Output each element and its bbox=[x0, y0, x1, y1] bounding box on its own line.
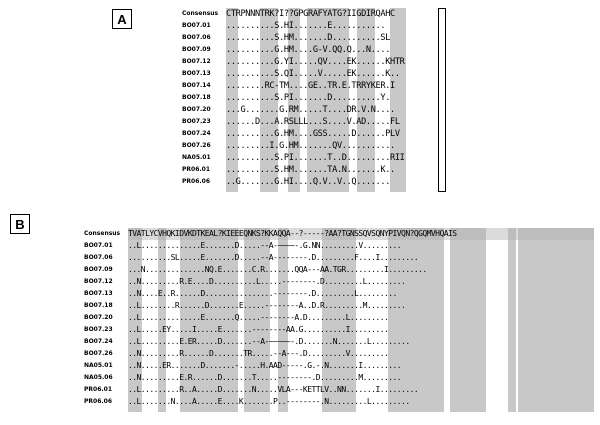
sequence-name: NA05.01 bbox=[182, 154, 211, 161]
sequence-residues: CTRPNNNTRK?I??GPGRAFYATG?IIGDIRQAHC bbox=[226, 9, 395, 19]
sequence-name: BO07.26 bbox=[182, 142, 211, 149]
sequence-name: BO07.20 bbox=[84, 314, 113, 321]
sequence-residues: ..........S.QI.....V.....EK......K.. bbox=[226, 69, 400, 79]
sequence-name: BO07.12 bbox=[84, 278, 113, 285]
sequence-name: BO07.20 bbox=[182, 106, 211, 113]
sequence-residues: ..........G.HM....G-V.QQ.Q...N.... bbox=[226, 45, 391, 55]
sequence-residues: ..G.......G.HI....Q.V..V..Q....... bbox=[226, 177, 391, 187]
conserved-column-shade bbox=[508, 228, 516, 412]
sequence-name: BO07.13 bbox=[182, 70, 211, 77]
sequence-residues: ..L........R......D.......E.....--------A..D.R.........M......... bbox=[128, 301, 406, 310]
panel-b-label: B bbox=[10, 214, 30, 234]
sequence-name: Consensus bbox=[84, 230, 121, 237]
sequence-name: BO07.01 bbox=[84, 242, 113, 249]
conserved-column-shade bbox=[450, 228, 486, 412]
sequence-residues: ..........G.YI.....QV....EK......KHTR bbox=[226, 57, 405, 67]
sequence-residues: ..N....E..R......D................--------.D.........L......... bbox=[128, 289, 397, 298]
sequence-name: BO07.24 bbox=[182, 130, 211, 137]
sequence-name: BO07.23 bbox=[182, 118, 211, 125]
sequence-name: BO07.26 bbox=[84, 350, 113, 357]
sequence-name: BO07.06 bbox=[182, 34, 211, 41]
sequence-residues: ..N.........E.R......D.......T.....--------.D.........M......... bbox=[128, 373, 402, 382]
sequence-residues: TVATLYCVHQKIDVKDTKEAL?KIEEEQNKS?KKAQQA--?-----?AA?TGNSSQVSQNYPIVQN?QGQMVHQAIS bbox=[128, 229, 457, 238]
sequence-residues: ..N.....ER.......D.......-.....H.AAD-----.G.-.N.......I......... bbox=[128, 361, 402, 370]
sequence-name: BO07.24 bbox=[84, 338, 113, 345]
sequence-name: BO07.01 bbox=[182, 22, 211, 29]
sequence-name: NA05.01 bbox=[84, 362, 113, 369]
sequence-residues: ........RC-TM....GE..TR.E.TRRYKER.I bbox=[226, 81, 395, 91]
sequence-name: BO07.06 bbox=[84, 254, 113, 261]
highlighted-column-box bbox=[438, 8, 446, 192]
sequence-name: BO07.14 bbox=[182, 82, 211, 89]
sequence-residues: ..........S.HM.......D..........SL bbox=[226, 33, 391, 43]
sequence-name: PR06.06 bbox=[84, 398, 112, 405]
sequence-name: BO07.23 bbox=[84, 326, 113, 333]
sequence-residues: ..........S.HM.......TA.N.......K.. bbox=[226, 165, 395, 175]
sequence-name: BO07.09 bbox=[84, 266, 113, 273]
sequence-name: BO07.18 bbox=[182, 94, 211, 101]
panel-a-label: A bbox=[112, 9, 132, 29]
sequence-name: BO07.12 bbox=[182, 58, 211, 65]
sequence-name: BO07.09 bbox=[182, 46, 211, 53]
sequence-residues: ..L..............E.......D.....--A-~~~~-.G.NN.........V......... bbox=[128, 241, 402, 250]
sequence-name: PR06.01 bbox=[84, 386, 112, 393]
sequence-residues: ..L.....EY.....I.....E.......--------AA.G..........I......... bbox=[128, 325, 389, 334]
sequence-residues: ..L.........R..A.....D.......N.....VLA---KETTLV..NN.......I......... bbox=[128, 385, 419, 394]
sequence-residues: ..N.........R.E....D..........L.....--------.D.........L......... bbox=[128, 277, 406, 286]
sequence-residues: ..L.......N....A.....E....K.......P..--------.N.........L......... bbox=[128, 397, 410, 406]
sequence-residues: ......D...A.RSLLL...S....V.AD.....FL bbox=[226, 117, 400, 127]
sequence-residues: ..........S.PI.......T..D.........RII bbox=[226, 153, 405, 163]
sequence-residues: ..........S.HI.......E........... bbox=[226, 21, 386, 31]
sequence-residues: ..........S.PI.......D..........Y. bbox=[226, 93, 391, 103]
sequence-name: BO07.18 bbox=[84, 302, 113, 309]
sequence-residues: ..N.........R......D.......TR.....--A---.D.........V......... bbox=[128, 349, 389, 358]
sequence-residues: ..........SL.....E.......D.....--A--------.D.........F....I......... bbox=[128, 253, 419, 262]
sequence-name: BO07.13 bbox=[84, 290, 113, 297]
sequence-name: Consensus bbox=[182, 10, 219, 17]
sequence-residues: ...G.......G.RM.....T....DR.V.N.... bbox=[226, 105, 395, 115]
sequence-name: NA05.06 bbox=[84, 374, 113, 381]
sequence-residues: ..L.........E.ER.....D.......--A-~~~~~-.D.......N.......L......... bbox=[128, 337, 410, 346]
sequence-residues: ..........G.HM....GSS.....D......PLV bbox=[226, 129, 400, 139]
sequence-name: PR06.01 bbox=[182, 166, 210, 173]
sequence-residues: ..L..............E.......Q.....--------A.D.........L......... bbox=[128, 313, 389, 322]
conserved-column-shade bbox=[518, 228, 594, 412]
sequence-name: PR06.06 bbox=[182, 178, 210, 185]
sequence-residues: ...N..............NQ.E.......C.R.......QQA---AA.TGR.........I......... bbox=[128, 265, 427, 274]
sequence-residues: .........I.G.HM.......QV........... bbox=[226, 141, 395, 151]
